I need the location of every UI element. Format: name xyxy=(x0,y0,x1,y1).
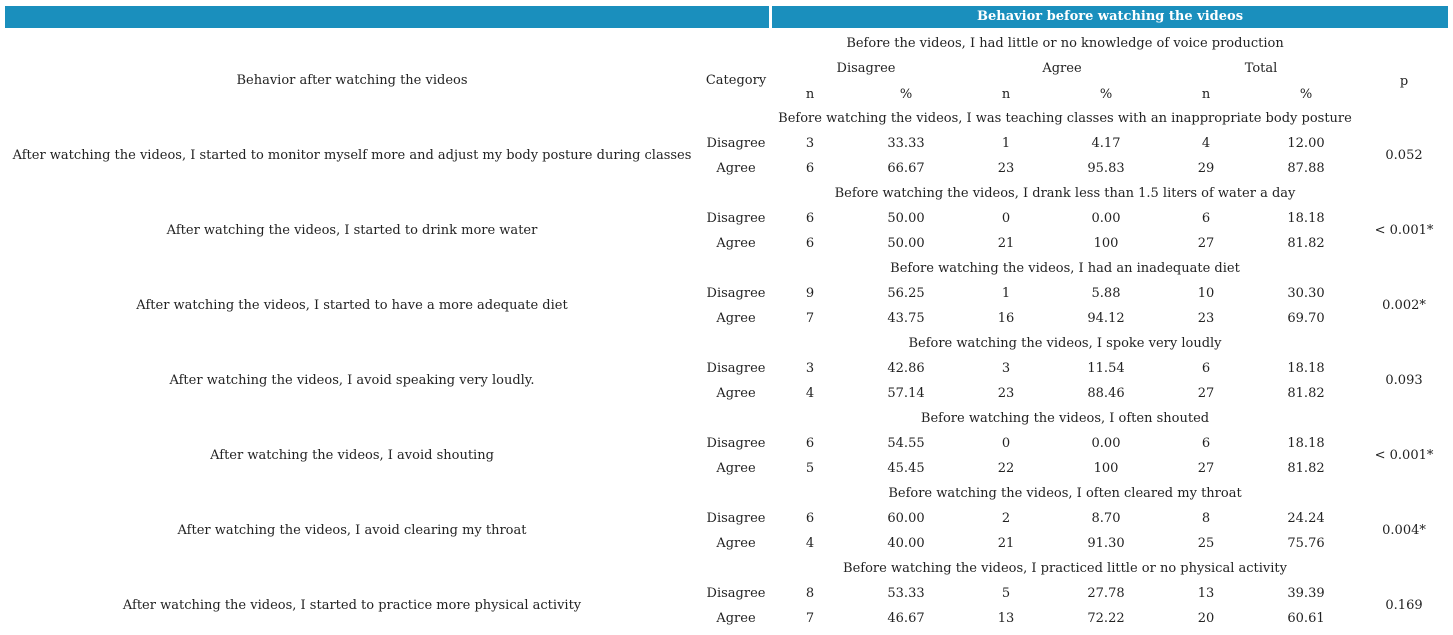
table-cell: 1 xyxy=(1001,286,1011,301)
col-p: p xyxy=(1399,74,1409,89)
table-cell: 1 xyxy=(1001,136,1011,151)
row-after-label: After watching the videos, I avoid shouting xyxy=(210,448,494,463)
table-cell: 88.46 xyxy=(1087,386,1125,401)
table-cell: 23 xyxy=(997,386,1015,401)
row-before-caption: Before watching the videos, I drank less than 1.5 liters of water a day xyxy=(834,186,1296,201)
table-cell: 66.67 xyxy=(887,161,925,176)
row-category: Agree xyxy=(716,536,756,551)
header-bar-left xyxy=(5,6,769,28)
row-p-value: 0.052 xyxy=(1385,148,1423,163)
table-cell: 27.78 xyxy=(1087,586,1125,601)
table-cell: 3 xyxy=(1001,361,1011,376)
row-p-value: 0.004* xyxy=(1382,523,1426,538)
table-cell: 60.00 xyxy=(887,511,925,526)
table-cell: 3 xyxy=(805,361,815,376)
table-cell: 18.18 xyxy=(1287,361,1325,376)
table-cell: 18.18 xyxy=(1287,211,1325,226)
table-cell: 4 xyxy=(805,536,815,551)
row-category: Agree xyxy=(716,161,756,176)
table-cell: 50.00 xyxy=(887,236,925,251)
table-cell: 57.14 xyxy=(887,386,925,401)
table-cell: 53.33 xyxy=(887,586,925,601)
table-cell: 16 xyxy=(997,311,1015,326)
table-cell: 87.88 xyxy=(1287,161,1325,176)
table-cell: 39.39 xyxy=(1287,586,1325,601)
table-cell: 0.00 xyxy=(1091,436,1121,451)
row-category: Disagree xyxy=(706,436,766,451)
table-cell: 6 xyxy=(1201,436,1211,451)
table-cell: 43.75 xyxy=(887,311,925,326)
row-category: Disagree xyxy=(706,286,766,301)
table-cell: 4.17 xyxy=(1091,136,1121,151)
subhead-pct-agree: % xyxy=(1099,87,1113,102)
table-cell: 5 xyxy=(805,461,815,476)
row-after-label: After watching the videos, I started to drink more water xyxy=(166,223,538,238)
group-total: Total xyxy=(1244,61,1278,76)
table-cell: 11.54 xyxy=(1087,361,1125,376)
row-category: Disagree xyxy=(706,511,766,526)
col-behavior-after: Behavior after watching the videos xyxy=(236,73,468,88)
table-cell: 25 xyxy=(1197,536,1215,551)
subhead-n-total: n xyxy=(1201,87,1211,102)
table-cell: 6 xyxy=(1201,211,1211,226)
table-cell: 56.25 xyxy=(887,286,925,301)
row-category: Disagree xyxy=(706,361,766,376)
row-p-value: 0.169 xyxy=(1385,598,1423,613)
table-cell: 100 xyxy=(1093,236,1119,251)
row-category: Disagree xyxy=(706,136,766,151)
subhead-pct-total: % xyxy=(1299,87,1313,102)
table-cell: 29 xyxy=(1197,161,1215,176)
table-cell: 81.82 xyxy=(1287,236,1325,251)
table-cell: 72.22 xyxy=(1087,611,1125,626)
table-cell: 46.67 xyxy=(887,611,925,626)
row-p-value: < 0.001* xyxy=(1374,223,1434,238)
row-after-label: After watching the videos, I started to have a more adequate diet xyxy=(136,298,568,313)
table-cell: 75.76 xyxy=(1287,536,1325,551)
row-category: Agree xyxy=(716,461,756,476)
top-caption: Before the videos, I had little or no knowledge of voice production xyxy=(846,36,1284,51)
table-cell: 5.88 xyxy=(1091,286,1121,301)
row-category: Agree xyxy=(716,236,756,251)
table-cell: 6 xyxy=(805,161,815,176)
table-cell: 13 xyxy=(1197,586,1215,601)
row-category: Agree xyxy=(716,386,756,401)
table-cell: 18.18 xyxy=(1287,436,1325,451)
row-before-caption: Before watching the videos, I practiced little or no physical activity xyxy=(843,561,1287,576)
group-disagree: Disagree xyxy=(836,61,896,76)
table-cell: 24.24 xyxy=(1287,511,1325,526)
table-cell: 13 xyxy=(997,611,1015,626)
row-category: Disagree xyxy=(706,211,766,226)
row-p-value: < 0.001* xyxy=(1374,448,1434,463)
table-cell: 91.30 xyxy=(1087,536,1125,551)
row-after-label: After watching the videos, I started to monitor myself more and adjust my body posture during classes xyxy=(12,148,692,163)
table-cell: 60.61 xyxy=(1287,611,1325,626)
table-cell: 45.45 xyxy=(887,461,925,476)
table-cell: 0 xyxy=(1001,436,1011,451)
table-cell: 4 xyxy=(1201,136,1211,151)
table-cell: 7 xyxy=(805,611,815,626)
table-cell: 12.00 xyxy=(1287,136,1325,151)
table-cell: 42.86 xyxy=(887,361,925,376)
table-cell: 6 xyxy=(1201,361,1211,376)
table-cell: 5 xyxy=(1001,586,1011,601)
header-bar-right: Behavior before watching the videos xyxy=(772,6,1448,28)
row-before-caption: Before watching the videos, I often cleared my throat xyxy=(888,486,1242,501)
subhead-n-agree: n xyxy=(1001,87,1011,102)
row-category: Agree xyxy=(716,311,756,326)
table-cell: 27 xyxy=(1197,461,1215,476)
table-cell: 6 xyxy=(805,436,815,451)
row-p-value: 0.093 xyxy=(1385,373,1423,388)
row-category: Agree xyxy=(716,611,756,626)
table-cell: 6 xyxy=(805,511,815,526)
table-cell: 0 xyxy=(1001,211,1011,226)
row-before-caption: Before watching the videos, I often shouted xyxy=(920,411,1210,426)
table-cell: 6 xyxy=(805,211,815,226)
table-cell: 8 xyxy=(1201,511,1211,526)
table-cell: 40.00 xyxy=(887,536,925,551)
table-cell: 8.70 xyxy=(1091,511,1121,526)
table-cell: 9 xyxy=(805,286,815,301)
row-before-caption: Before watching the videos, I was teaching classes with an inappropriate body posture xyxy=(778,111,1352,126)
row-after-label: After watching the videos, I avoid speaking very loudly. xyxy=(169,373,535,388)
row-before-caption: Before watching the videos, I spoke very loudly xyxy=(908,336,1222,351)
col-category: Category xyxy=(705,73,767,88)
table-cell: 81.82 xyxy=(1287,461,1325,476)
table-cell: 10 xyxy=(1197,286,1215,301)
table-cell: 23 xyxy=(997,161,1015,176)
table-cell: 81.82 xyxy=(1287,386,1325,401)
group-agree: Agree xyxy=(1042,61,1082,76)
table-cell: 3 xyxy=(805,136,815,151)
table-cell: 23 xyxy=(1197,311,1215,326)
table-cell: 69.70 xyxy=(1287,311,1325,326)
table-cell: 4 xyxy=(805,386,815,401)
table-cell: 95.83 xyxy=(1087,161,1125,176)
table-cell: 2 xyxy=(1001,511,1011,526)
table-cell: 0.00 xyxy=(1091,211,1121,226)
table-cell: 22 xyxy=(997,461,1015,476)
table-cell: 27 xyxy=(1197,236,1215,251)
table-cell: 27 xyxy=(1197,386,1215,401)
table-cell: 54.55 xyxy=(887,436,925,451)
table-cell: 20 xyxy=(1197,611,1215,626)
row-p-value: 0.002* xyxy=(1382,298,1426,313)
table-cell: 100 xyxy=(1093,461,1119,476)
table-cell: 21 xyxy=(997,536,1015,551)
table-cell: 94.12 xyxy=(1087,311,1125,326)
row-after-label: After watching the videos, I avoid clearing my throat xyxy=(177,523,527,538)
table-cell: 6 xyxy=(805,236,815,251)
table-cell: 50.00 xyxy=(887,211,925,226)
table-cell: 30.30 xyxy=(1287,286,1325,301)
row-before-caption: Before watching the videos, I had an inadequate diet xyxy=(890,261,1240,276)
table-cell: 21 xyxy=(997,236,1015,251)
row-after-label: After watching the videos, I started to practice more physical activity xyxy=(122,598,582,613)
subhead-pct-disagree: % xyxy=(899,87,913,102)
table-cell: 8 xyxy=(805,586,815,601)
row-category: Disagree xyxy=(706,586,766,601)
table-cell: 7 xyxy=(805,311,815,326)
subhead-n-disagree: n xyxy=(805,87,815,102)
table-cell: 33.33 xyxy=(887,136,925,151)
